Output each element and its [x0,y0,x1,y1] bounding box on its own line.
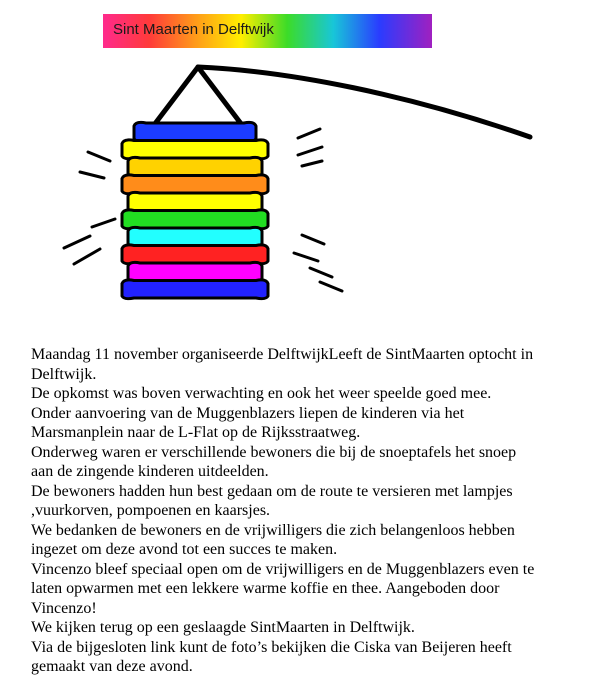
glow-lines-left [64,152,115,264]
article-line: We kijken terug op een geslaagde SintMaarten in Delftwijk. [31,619,415,636]
article-line: Vincenzo! [31,599,97,617]
article-line: De opkomst was boven verwachting en ook het weer speelde goed mee. [31,385,492,402]
lantern-stripe [128,157,262,176]
article-line: Maandag 11 november organiseerde DelftwijkLeeft de SintMaarten optocht in [31,346,534,363]
article-line: Delftwijk. [31,365,97,383]
lantern-illustration [30,55,560,315]
lantern-stripe [134,122,256,141]
lantern-stripe [128,227,262,246]
banner-title: Sint Maarten in Delftwijk [113,21,274,38]
lantern-stripe [122,280,268,299]
article-line: We bedanken de bewoners en de vrijwilligers die zich belangenloos hebben [31,521,515,539]
lantern-strings [154,67,242,125]
title-banner [103,14,432,48]
article-line: ingezet om deze avond tot een succes te maken. [31,541,338,558]
lantern-stripe [122,140,268,159]
lantern-stripe [122,210,268,229]
lantern-stripe [128,192,262,211]
article-line: Via de bijgesloten link kunt de foto’s bekijken die Ciska van Beijeren heeft [31,638,512,656]
article-line: Vincenzo bleef speciaal open om de vrijwilligers en de Muggenblazers even te [31,560,535,578]
article-line: ,vuurkorven, pompoenen en kaarsjes. [31,502,271,519]
article-line: aan de zingende kinderen uitdeelden. [31,463,269,480]
glow-lines-right [294,129,342,291]
lantern-body [122,122,268,298]
article-line: Onder aanvoering van de Muggenblazers liepen de kinderen via het [31,404,465,422]
article-body [31,345,591,677]
lantern-stripe [128,262,262,281]
lantern-stripe [122,175,268,194]
article-line: Onderweg waren er verschillende bewoners die bij de snoeptafels het snoep [31,443,517,461]
article-line: gemaakt van deze avond. [31,658,193,675]
article-line: Marsmanplein naar de L-Flat op de Rijksstraatweg. [31,424,361,441]
article-line: De bewoners hadden hun best gedaan om de route te versieren met lampjes [31,482,513,500]
article-line: laten opwarmen met een lekkere warme koffie en thee. Aangeboden door [31,580,500,597]
lantern-stripe [122,245,268,264]
